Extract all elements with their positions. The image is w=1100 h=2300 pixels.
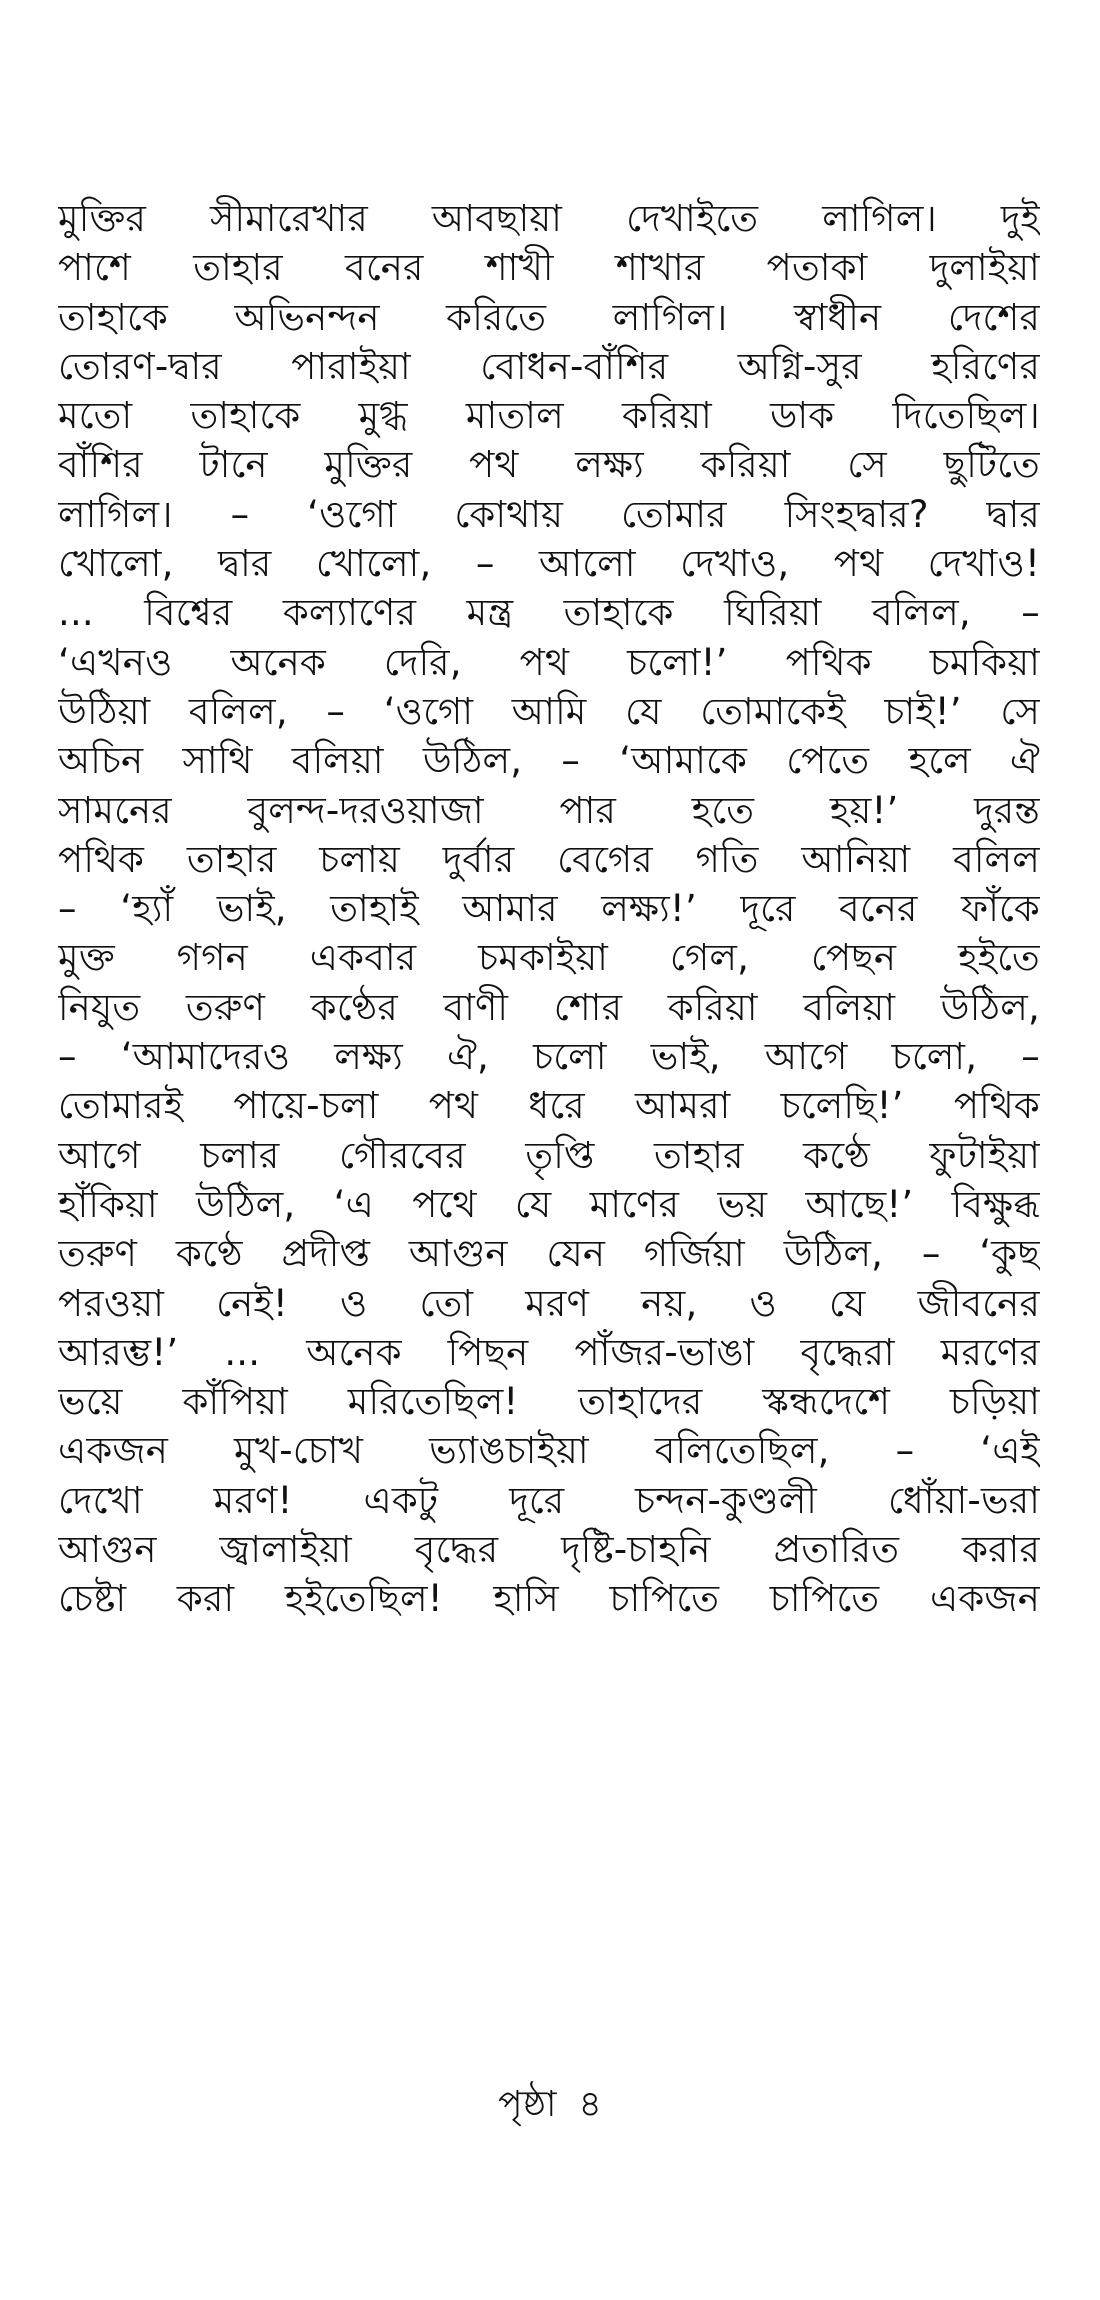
text-line: আগুন জ্বালাইয়া বৃদ্ধের দৃষ্টি-চাহনি প্রতারিত করার xyxy=(58,1528,1040,1572)
text-line: চেষ্টা করা হইতেছিল! হাসি চাপিতে চাপিতে একজন xyxy=(58,1577,1040,1621)
text-line: পাশে তাহার বনের শাখী শাখার পতাকা দুলাইয়া xyxy=(58,246,1040,290)
body-text xyxy=(58,194,1040,1624)
page-footer xyxy=(0,2080,1100,2130)
text-line: পথিক তাহার চলায় দুর্বার বেগের গতি আনিয়া বলিল xyxy=(58,837,1040,881)
text-line: – ‘হ্যাঁ ভাই, তাহাই আমার লক্ষ্য!’ দূরে বনের ফাঁকে xyxy=(58,887,1040,931)
text-line: মুক্ত গগন একবার চমকাইয়া গেল, পেছন হইতে xyxy=(58,936,1040,980)
page-number: ৪ xyxy=(578,2084,602,2125)
text-line: সামনের বুলন্দ-দরওয়াজা পার হতে হয়!’ দুরন্ত xyxy=(58,788,1040,832)
text-line: তরুণ কণ্ঠে প্রদীপ্ত আগুন যেন গর্জিয়া উঠিল, – ‘কুছ xyxy=(58,1232,1040,1276)
text-line: মতো তাহাকে মুগ্ধ মাতাল করিয়া ডাক দিতেছিল। xyxy=(58,394,1040,438)
text-line: তোমারই পায়ে-চলা পথ ধরে আমরা চলেছি!’ পথিক xyxy=(58,1084,1040,1128)
text-line: আরম্ভ!’ ... অনেক পিছন পাঁজর-ভাঙা বৃদ্ধেরা মরণের xyxy=(58,1330,1040,1374)
text-line: তোরণ-দ্বার পারাইয়া বোধন-বাঁশির অগ্নি-সুর হরিণের xyxy=(58,344,1040,388)
text-line: খোলো, দ্বার খোলো, – আলো দেখাও, পথ দেখাও! xyxy=(58,542,1040,586)
text-line: অচিন সাথি বলিয়া উঠিল, – ‘আমাকে পেতে হলে ঐ xyxy=(58,739,1040,783)
text-line: – ‘আমাদেরও লক্ষ্য ঐ, চলো ভাই, আগে চলো, – xyxy=(58,1035,1040,1079)
text-line: তাহাকে অভিনন্দন করিতে লাগিল। স্বাধীন দেশের xyxy=(58,295,1040,339)
text-line: ‘এখনও অনেক দেরি, পথ চলো!’ পথিক চমকিয়া xyxy=(58,640,1040,684)
text-line: বাঁশির টানে মুক্তির পথ লক্ষ্য করিয়া সে ছুটিতে xyxy=(58,443,1040,487)
text-line: হাঁকিয়া উঠিল, ‘এ পথে যে মাণের ভয় আছে!’ বিক্ষুব্ধ xyxy=(58,1182,1040,1226)
text-line: লাগিল। – ‘ওগো কোথায় তোমার সিংহদ্বার? দ্বার xyxy=(58,492,1040,536)
text-line: আগে চলার গৌরবের তৃপ্তি তাহার কণ্ঠে ফুটাইয়া xyxy=(58,1133,1040,1177)
text-line: পরওয়া নেই! ও তো মরণ নয়, ও যে জীবনের xyxy=(58,1281,1040,1325)
text-line: ভয়ে কাঁপিয়া মরিতেছিল! তাহাদের স্কন্ধদেশে চড়িয়া xyxy=(58,1380,1040,1424)
text-line: একজন মুখ-চোখ ভ্যাঙচাইয়া বলিতেছিল, – ‘এই xyxy=(58,1429,1040,1473)
page-label: পৃষ্ঠা xyxy=(498,2084,557,2125)
text-line: মুক্তির সীমারেখার আবছায়া দেখাইতে লাগিল। দুই xyxy=(58,197,1040,240)
text-line: উঠিয়া বলিল, – ‘ওগো আমি যে তোমাকেই চাই!’ সে xyxy=(58,689,1040,733)
text-line: দেখো মরণ! একটু দূরে চন্দন-কুণ্ডলী ধোঁয়া-ভরা xyxy=(58,1478,1040,1522)
text-line: ... বিশ্বের কল্যাণের মন্ত্র তাহাকে ঘিরিয়া বলিল, – xyxy=(58,591,1040,635)
text-line: নিযুত তরুণ কণ্ঠের বাণী শোর করিয়া বলিয়া উঠিল, xyxy=(58,985,1040,1029)
